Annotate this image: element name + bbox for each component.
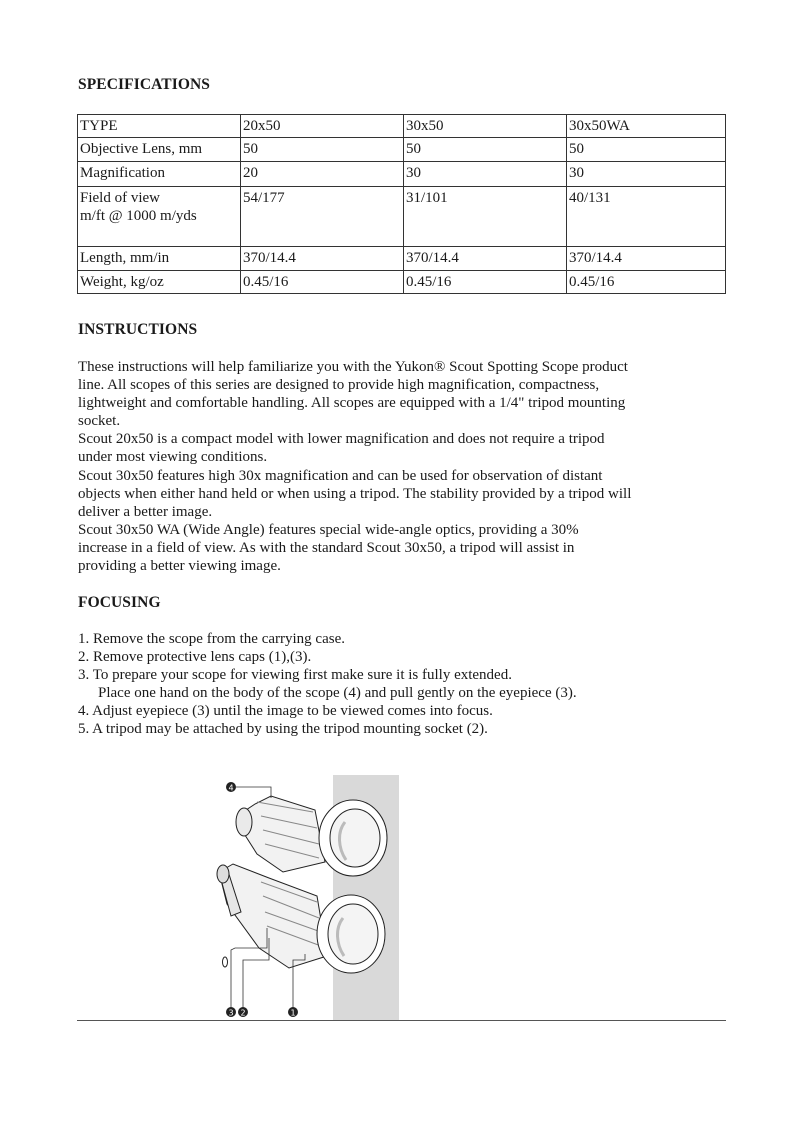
table-row [78, 138, 726, 162]
text-line: under most viewing conditions. [78, 449, 268, 466]
list-item: 4. Adjust eyepiece (3) until the image to be viewed comes into focus. [78, 703, 493, 720]
table-cell: 20x50 [241, 115, 404, 138]
text-line: objects when either hand held or when using a tripod. The stability provided by a tripod will [78, 485, 632, 502]
table-row [78, 187, 726, 247]
focusing-steps [78, 630, 638, 739]
table-cell: TYPE [78, 115, 241, 138]
table-row [78, 115, 726, 138]
table-cell: Objective Lens, mm [78, 138, 241, 162]
table-cell: 30 [404, 162, 567, 187]
table-cell: Magnification [78, 162, 241, 187]
instructions-text [78, 358, 678, 575]
fov-sublabel: m/ft @ 1000 m/yds [80, 208, 197, 224]
table-cell: 54/177 [241, 187, 404, 247]
list-item: Place one hand on the body of the scope (4) and pull gently on the eyepiece (3). [98, 685, 577, 702]
text-line: Scout 30x50 WA (Wide Angle) features special wide-angle optics, providing a 30% [78, 521, 579, 538]
text-line: These instructions will help familiarize you with the Yukon® Scout Spotting Scope product [78, 359, 628, 375]
callout-1-icon [288, 1007, 298, 1018]
table-cell: 370/14.4 [404, 247, 567, 271]
list-item: 5. A tripod may be attached by using the tripod mounting socket (2). [78, 721, 488, 738]
callout-label: 4 [228, 783, 234, 793]
footer-divider [77, 1020, 726, 1021]
instructions-heading: INSTRUCTIONS [78, 321, 198, 338]
table-cell: 0.45/16 [241, 271, 404, 294]
table-cell: 40/131 [567, 187, 726, 247]
table-cell: 0.45/16 [567, 271, 726, 294]
table-cell: 30x50 [404, 115, 567, 138]
text-line: Scout 20x50 is a compact model with lower magnification and does not require a tripod [78, 431, 605, 448]
list-item: 1. Remove the scope from the carrying case. [78, 631, 345, 647]
table-cell: 370/14.4 [567, 247, 726, 271]
table-row [78, 162, 726, 187]
table-cell: 0.45/16 [404, 271, 567, 294]
table-row [78, 271, 726, 294]
table-cell: 30x50WA [567, 115, 726, 138]
callout-label: 2 [240, 1008, 246, 1018]
text-line: Scout 30x50 features high 30x magnification and can be used for observation of distant [78, 467, 603, 484]
table-cell: 50 [404, 138, 567, 162]
list-item: 3. To prepare your scope for viewing first make sure it is fully extended. [78, 667, 512, 684]
table-cell: 31/101 [404, 187, 567, 247]
text-line: providing a better viewing image. [78, 558, 281, 575]
specifications-heading: SPECIFICATIONS [78, 76, 211, 93]
upper-scope-icon [236, 796, 387, 876]
callout-label: 1 [290, 1008, 296, 1018]
table-cell: Length, mm/in [78, 247, 241, 271]
table-cell: 370/14.4 [241, 247, 404, 271]
table-cell [78, 187, 241, 247]
callout-4-icon [226, 782, 236, 793]
table-cell: Weight, kg/oz [78, 271, 241, 294]
table-cell: 30 [567, 162, 726, 187]
list-item: 2. Remove protective lens caps (1),(3). [78, 649, 312, 666]
text-line: line. All scopes of this series are designed to provide high magnification, compactness, [78, 377, 600, 394]
callout-3-icon [226, 1007, 236, 1018]
fov-label: Field of view [80, 190, 160, 206]
table-cell: 50 [567, 138, 726, 162]
callout-2-icon [238, 1007, 248, 1018]
table-row [78, 247, 726, 271]
focusing-heading: FOCUSING [78, 594, 161, 611]
specifications-table [77, 114, 726, 294]
text-line: deliver a better image. [78, 503, 213, 520]
text-line: increase in a field of view. As with the standard Scout 30x50, a tripod will assist in [78, 539, 575, 556]
callout-label: 3 [228, 1008, 234, 1018]
text-line: lightweight and comfortable handling. All scopes are equipped with a 1/4" tripod mounting [78, 395, 626, 412]
spotting-scope-illustration [205, 772, 405, 1020]
text-line: socket. [78, 413, 121, 430]
table-cell: 20 [241, 162, 404, 187]
table-cell: 50 [241, 138, 404, 162]
